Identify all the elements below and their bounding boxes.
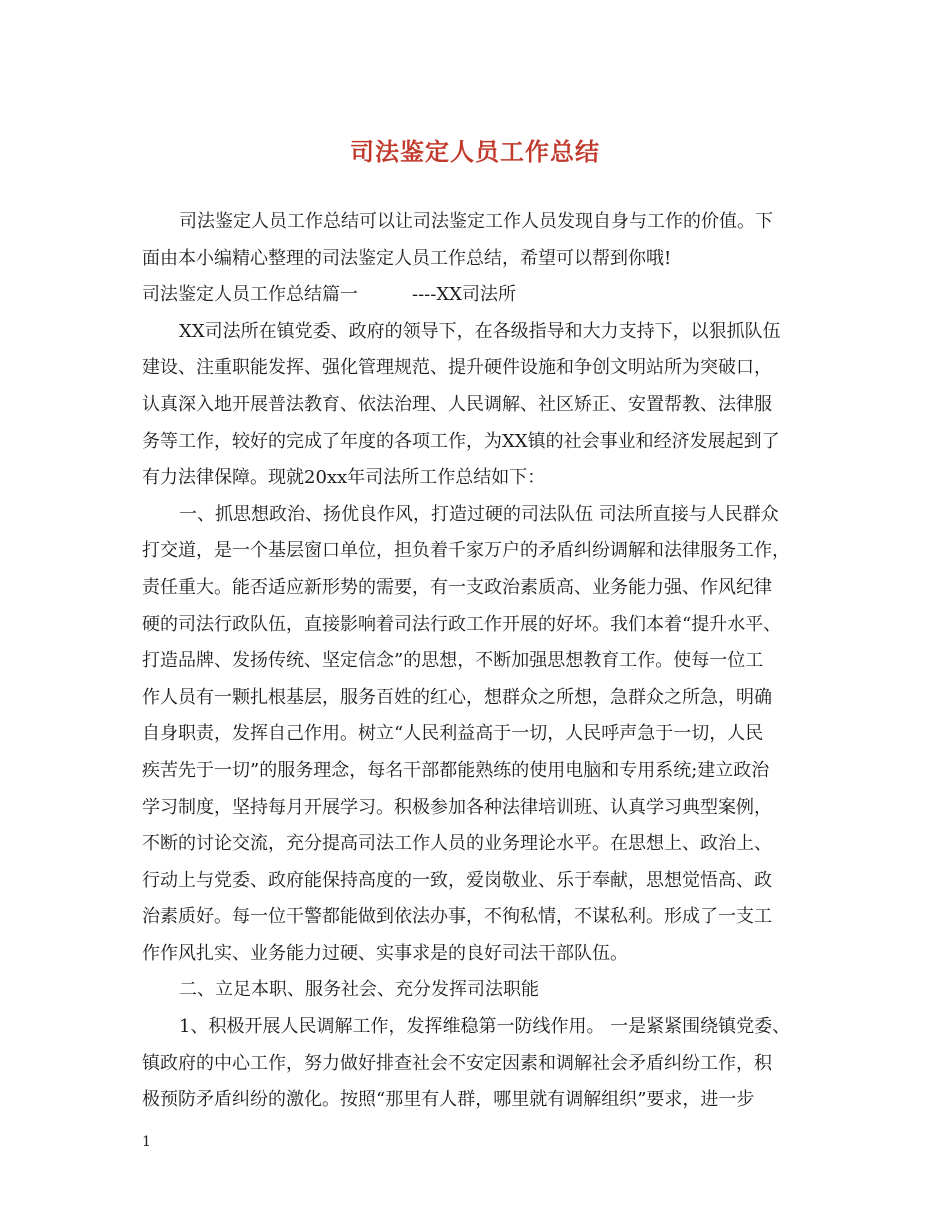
- body-line: 作作风扎实、业务能力过硬、实事求是的良好司法干部队伍。: [142, 942, 628, 964]
- page-number: 1: [142, 1134, 151, 1150]
- document-title: 司法鉴定人员工作总结: [350, 138, 600, 166]
- body-line: 二、立足本职、服务社会、充分发挥司法职能: [179, 979, 539, 1001]
- body-line: 责任重大。能否适应新形势的需要，有一支政治素质高、业务能力强、作风纪律: [142, 576, 772, 598]
- body-line: 行动上与党委、政府能保持高度的一致，爱岗敬业、乐于奉献，思想觉悟高、政: [142, 869, 772, 891]
- body-line: 学习制度，坚持每月开展学习。积极参加各种法律培训班、认真学习典型案例，: [142, 796, 772, 818]
- body-line: 作人员有一颗扎根基层，服务百姓的红心，想群众之所想，急群众之所急，明确: [142, 686, 772, 708]
- body-line: XX司法所在镇党委、政府的领导下，在各级指导和大力支持下，以狠抓队伍: [179, 320, 781, 342]
- body-line: 司法鉴定人员工作总结可以让司法鉴定工作人员发现自身与工作的价值。下: [179, 211, 773, 232]
- body-line: 镇政府的中心工作，努力做好排查社会不安定因素和调解社会矛盾纠纷工作，积: [142, 1052, 772, 1074]
- body-line: 一、抓思想政治、扬优良作风，打造过硬的司法队伍 司法所直接与人民群众: [179, 503, 779, 525]
- body-line: 面由本小编精心整理的司法鉴定人员工作总结，希望可以帮到你哦!: [142, 247, 672, 269]
- body-line: 打交道，是一个基层窗口单位，担负着千家万户的矛盾纠纷调解和法律服务工作，: [142, 540, 790, 562]
- body-line: 务等工作，较好的完成了年度的各项工作，为XX镇的社会事业和经济发展起到了: [142, 430, 780, 452]
- body-line: 建设、注重职能发挥、强化管理规范、提升硬件设施和争创文明站所为突破口，: [142, 357, 772, 379]
- body-line: 不断的讨论交流，充分提高司法工作人员的业务理论水平。在思想上、政治上、: [142, 833, 772, 855]
- body-line: 打造品牌、发扬传统、坚定信念”的思想，不断加强思想教育工作。使每一位工: [142, 650, 764, 672]
- document-body: [142, 204, 812, 1119]
- body-line: 1、积极开展人民调解工作，发挥维稳第一防线作用。 一是紧紧围绕镇党委、: [179, 1016, 791, 1038]
- body-line: 极预防矛盾纠纷的激化。按照“那里有人群，哪里就有调解组织”要求，进一步: [142, 1089, 755, 1111]
- body-line: 疾苦先于一切”的服务理念，每名干部都能熟练的使用电脑和专用系统;建立政治: [142, 759, 770, 781]
- body-line: 认真深入地开展普法教育、依法治理、人民调解、社区矫正、安置帮教、法律服: [142, 393, 772, 415]
- body-line: 治素质好。每一位干警都能做到依法办事，不徇私情，不谋私利。形成了一支工: [142, 906, 772, 928]
- section-heading: 司法鉴定人员工作总结篇一 ----XX司法所: [142, 284, 516, 306]
- body-line: 硬的司法行政队伍，直接影响着司法行政工作开展的好坏。我们本着“提升水平、: [142, 613, 782, 635]
- body-line: 有力法律保障。现就20xx年司法所工作总结如下：: [142, 467, 546, 489]
- body-line: 自身职责，发挥自己作用。树立“人民利益高于一切，人民呼声急于一切，人民: [142, 723, 764, 745]
